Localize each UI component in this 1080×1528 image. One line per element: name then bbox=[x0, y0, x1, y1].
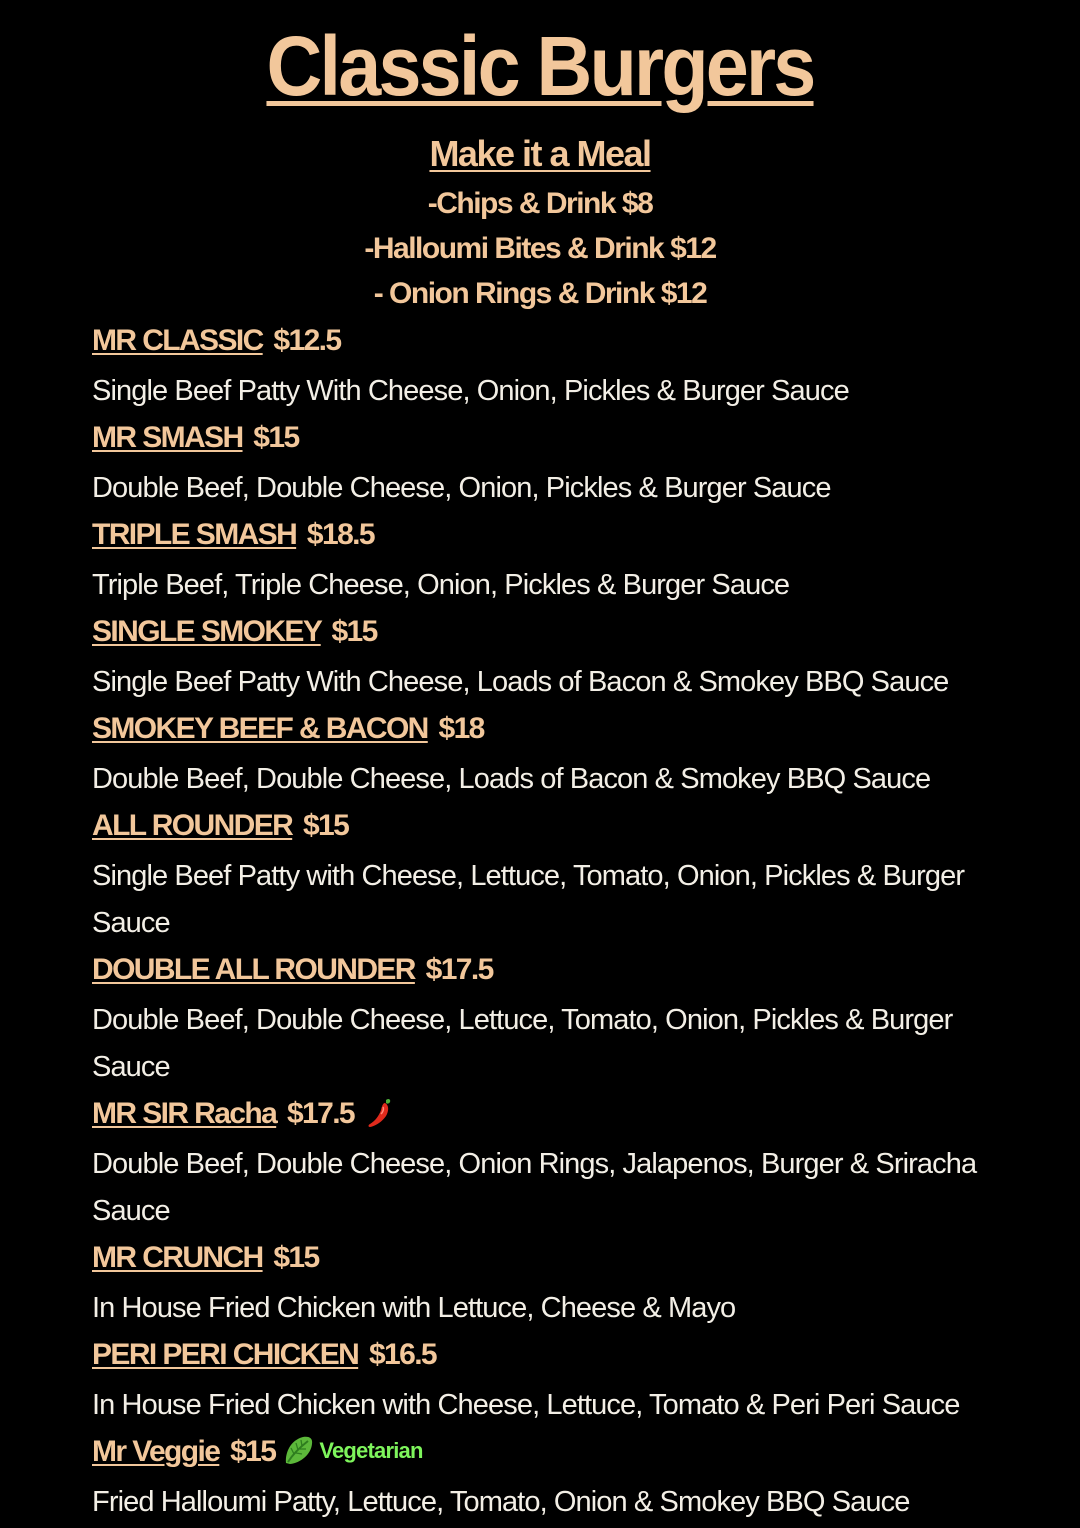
menu-item bbox=[92, 417, 992, 514]
menu-item-price: $15 bbox=[253, 421, 299, 454]
meal-option: - Onion Rings & Drink $12 bbox=[373, 277, 707, 310]
menu-item-name: MR CRUNCH bbox=[92, 1241, 263, 1274]
menu-item-name: MR SMASH bbox=[92, 421, 243, 454]
menu-item-header bbox=[92, 949, 992, 991]
meal-deal-heading-text: Make it a Meal bbox=[429, 133, 651, 174]
menu-item-description: Single Beef Patty With Cheese, Onion, Pickles & Burger Sauce bbox=[92, 375, 849, 407]
menu-item-header bbox=[92, 708, 992, 750]
menu-item-price: $15 bbox=[302, 809, 349, 842]
menu-item-price: $15 bbox=[230, 1435, 276, 1468]
menu-item bbox=[92, 949, 992, 1093]
menu-item-name: TRIPLE SMASH bbox=[92, 518, 297, 551]
meal-deal-heading bbox=[0, 132, 1080, 176]
menu-item-name: SINGLE SMOKEY bbox=[92, 615, 321, 648]
menu-item-price: $12.5 bbox=[273, 324, 341, 357]
menu-item-description: Double Beef, Double Cheese, Loads of Bacon & Smokey BBQ Sauce bbox=[92, 763, 931, 795]
menu-item-header bbox=[92, 1237, 992, 1279]
menu-item-price: $16.5 bbox=[368, 1338, 437, 1371]
leafy-green-icon bbox=[281, 1432, 317, 1468]
menu-item-description: Triple Beef, Triple Cheese, Onion, Pickles & Burger Sauce bbox=[92, 569, 790, 601]
burger-list bbox=[92, 320, 992, 1528]
menu-item-name: DOUBLE ALL ROUNDER bbox=[92, 953, 415, 986]
menu-item-description: Double Beef, Double Cheese, Onion Rings, Jalapenos, Burger & Sriracha Sauce bbox=[92, 1148, 977, 1227]
menu-item-description: Single Beef Patty With Cheese, Loads of Bacon & Smokey BBQ Sauce bbox=[92, 666, 949, 698]
menu-item bbox=[92, 611, 992, 708]
menu-item-description: Double Beef, Double Cheese, Lettuce, Tomato, Onion, Pickles & Burger Sauce bbox=[92, 1004, 953, 1083]
menu-item-header bbox=[92, 514, 992, 556]
vegetarian-badge: Vegetarian bbox=[319, 1438, 423, 1464]
menu-title-text: Classic Burgers bbox=[266, 19, 814, 113]
menu-item bbox=[92, 1093, 992, 1237]
menu-item-header bbox=[92, 611, 992, 653]
menu-item-description: Fried Halloumi Patty, Lettuce, Tomato, Onion & Smokey BBQ Sauce bbox=[92, 1486, 910, 1518]
menu-item bbox=[92, 1431, 992, 1528]
menu-item-price: $17.5 bbox=[286, 1097, 355, 1130]
menu-item bbox=[92, 1334, 992, 1431]
menu-item-description: In House Fried Chicken with Cheese, Lettuce, Tomato & Peri Peri Sauce bbox=[92, 1389, 960, 1421]
menu-item-name: MR SIR Racha bbox=[92, 1097, 277, 1130]
menu-item bbox=[92, 1237, 992, 1334]
menu-item-name: SMOKEY BEEF & BACON bbox=[92, 712, 428, 745]
menu-item-header bbox=[92, 1334, 992, 1376]
menu-item-description: Single Beef Patty with Cheese, Lettuce, Tomato, Onion, Pickles & Burger Sauce bbox=[92, 860, 965, 939]
menu-item bbox=[92, 805, 992, 949]
menu-item bbox=[92, 514, 992, 611]
menu-item-header bbox=[92, 1431, 992, 1473]
chili-pepper-icon bbox=[362, 1095, 396, 1129]
menu-item-name: MR CLASSIC bbox=[92, 324, 263, 357]
menu-item-price: $18 bbox=[438, 712, 484, 745]
menu-item-name: PERI PERI CHICKEN bbox=[92, 1338, 359, 1371]
menu-title bbox=[43, 18, 1037, 114]
menu-item bbox=[92, 708, 992, 805]
meal-option: -Halloumi Bites & Drink $12 bbox=[364, 232, 716, 265]
menu-item-name: Mr Veggie bbox=[92, 1435, 220, 1468]
menu-item-header bbox=[92, 1093, 992, 1135]
menu-item-price: $18.5 bbox=[306, 518, 374, 551]
menu-item-description: In House Fried Chicken with Lettuce, Cheese & Mayo bbox=[92, 1292, 736, 1324]
menu-item-price: $17.5 bbox=[425, 953, 493, 986]
menu-item-header bbox=[92, 417, 992, 459]
menu-item-name: ALL ROUNDER bbox=[92, 809, 293, 842]
menu-item-price: $15 bbox=[273, 1241, 319, 1274]
menu-item-header bbox=[92, 320, 992, 362]
menu-item bbox=[92, 320, 992, 417]
menu-item-description: Double Beef, Double Cheese, Onion, Pickles & Burger Sauce bbox=[92, 472, 831, 504]
menu-item-header bbox=[92, 805, 992, 847]
meal-option: -Chips & Drink $8 bbox=[427, 187, 653, 220]
menu-item-price: $15 bbox=[331, 615, 377, 648]
